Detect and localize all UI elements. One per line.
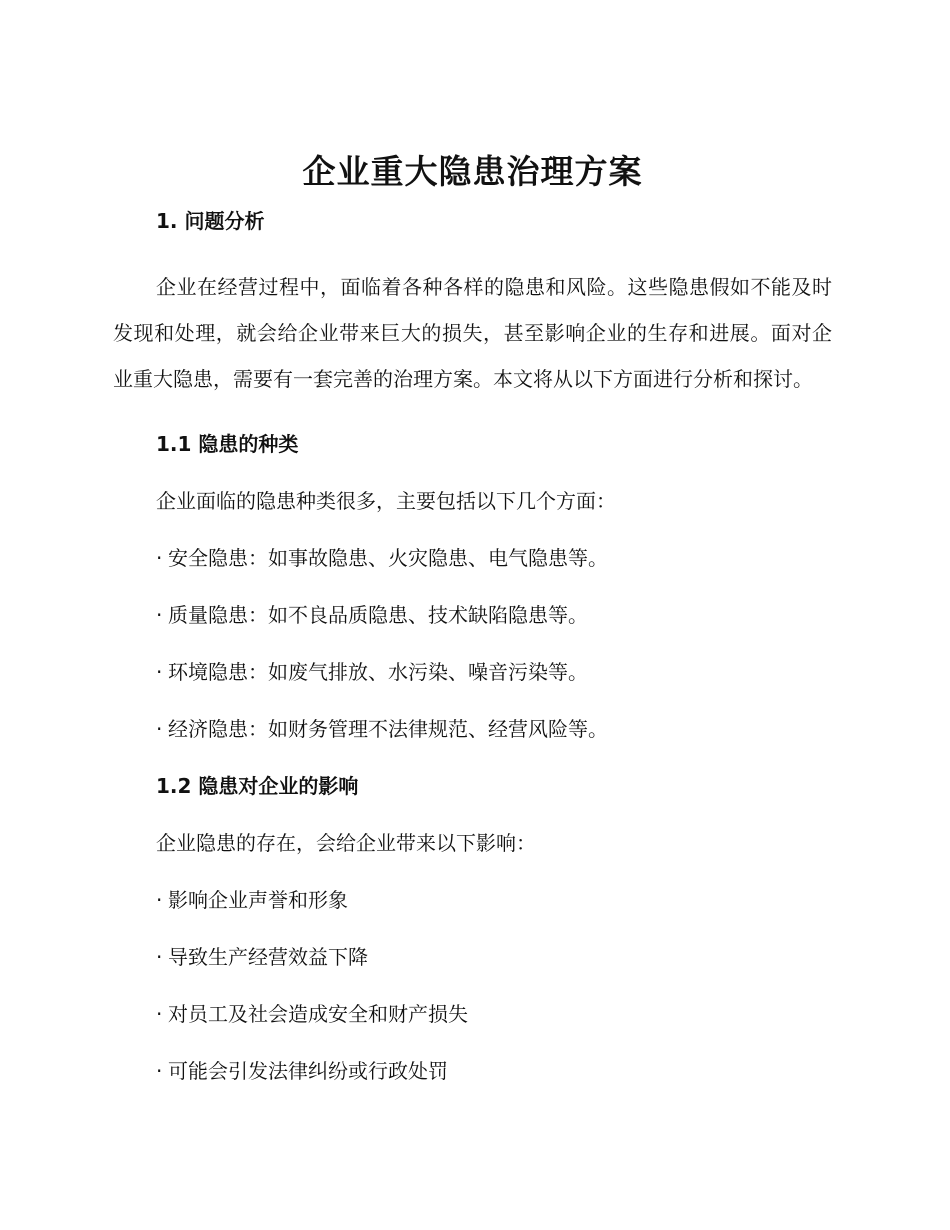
list-item [113, 543, 832, 573]
list-item-text: 经济隐患：如财务管理不法律规范、经营风险等。 [168, 717, 608, 741]
section-heading-problem-analysis: 1. 问题分析 [156, 209, 265, 233]
list-item [113, 942, 832, 972]
list-item [113, 885, 832, 915]
bullet-icon: · [156, 1002, 163, 1026]
list-item-text: 质量隐患：如不良品质隐患、技术缺陷隐患等。 [168, 603, 588, 627]
list-item [113, 999, 832, 1029]
bullet-icon: · [156, 660, 163, 684]
intro-paragraph: 企业在经营过程中，面临着各种各样的隐患和风险。这些隐患假如不能及时发现和处理，就会给企业带来巨大的损失，甚至影响企业的生存和进展。面对企业重大隐患，需要有一套完善的治理方案。本文将从以下方面进行分析和探讨。 [113, 275, 832, 391]
hazard-impact-lead: 企业隐患的存在，会给企业带来以下影响： [156, 831, 536, 855]
bullet-icon: · [156, 888, 163, 912]
section-heading-hazard-impact: 1.2 隐患对企业的影响 [156, 774, 359, 798]
bullet-icon: · [156, 717, 163, 741]
list-item-text: 可能会引发法律纠纷或行政处罚 [168, 1059, 448, 1083]
list-item [113, 657, 832, 687]
list-item-text: 影响企业声誉和形象 [168, 888, 348, 912]
bullet-icon: · [156, 603, 163, 627]
list-item [113, 600, 832, 630]
hazard-types-lead: 企业面临的隐患种类很多，主要包括以下几个方面： [156, 489, 616, 513]
list-item-text: 环境隐患：如废气排放、水污染、噪音污染等。 [168, 660, 588, 684]
list-item-text: 对员工及社会造成安全和财产损失 [168, 1002, 468, 1026]
bullet-icon: · [156, 945, 163, 969]
bullet-icon: · [156, 546, 163, 570]
bullet-icon: · [156, 1059, 163, 1083]
list-item [113, 1056, 832, 1086]
section-heading-hazard-types: 1.1 隐患的种类 [156, 432, 299, 456]
list-item-text: 导致生产经营效益下降 [168, 945, 368, 969]
document-title: 企业重大隐患治理方案 [302, 152, 643, 191]
list-item-text: 安全隐患：如事故隐患、火灾隐患、电气隐患等。 [168, 546, 608, 570]
list-item [113, 714, 832, 744]
